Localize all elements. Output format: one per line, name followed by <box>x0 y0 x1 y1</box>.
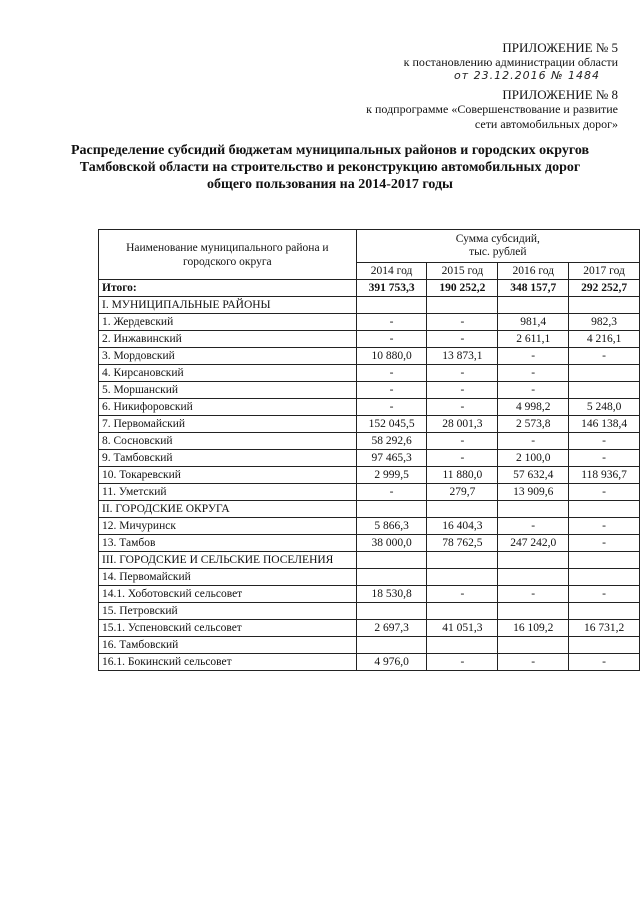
row-name-cell: 12. Мичуринск <box>99 518 357 535</box>
table-row <box>99 535 640 552</box>
value-cell: 16 404,3 <box>427 518 498 535</box>
document-title: Распределение субсидий бюджетам муниципальных районов и городских округов Тамбовской области на строительство и реконструкцию автомобильных дорог общего пользования на 2014-2017 годы <box>70 143 590 192</box>
value-cell: - <box>569 450 640 467</box>
value-cell <box>498 501 569 518</box>
value-cell: 2 999,5 <box>356 467 427 484</box>
value-cell: 247 242,0 <box>498 535 569 552</box>
table-row <box>99 297 640 314</box>
value-cell: 190 252,2 <box>427 280 498 297</box>
table-row <box>99 518 640 535</box>
value-cell <box>498 637 569 654</box>
value-cell: - <box>356 314 427 331</box>
value-cell: - <box>569 518 640 535</box>
sum-column-header <box>356 230 639 263</box>
value-cell: - <box>356 382 427 399</box>
year-header: 2017 год <box>569 263 640 280</box>
year-header: 2015 год <box>427 263 498 280</box>
value-cell <box>427 501 498 518</box>
value-cell <box>356 569 427 586</box>
handwritten-date-number: от 23.12.2016 № 1484 <box>453 69 600 82</box>
table-row <box>99 416 640 433</box>
table-row <box>99 484 640 501</box>
total-row <box>99 280 640 297</box>
value-cell: - <box>498 586 569 603</box>
row-name-cell: Итого: <box>99 280 357 297</box>
table-row <box>99 467 640 484</box>
table-row <box>99 433 640 450</box>
table-row <box>99 654 640 671</box>
value-cell <box>569 552 640 569</box>
table-row <box>99 620 640 637</box>
appendix-8-label: ПРИЛОЖЕНИЕ № 8 <box>502 87 618 102</box>
value-cell: - <box>569 654 640 671</box>
value-cell <box>427 637 498 654</box>
value-cell: - <box>356 484 427 501</box>
value-cell: 2 697,3 <box>356 620 427 637</box>
table-row <box>99 552 640 569</box>
value-cell: 13 909,6 <box>498 484 569 501</box>
row-name-cell: 11. Уметский <box>99 484 357 501</box>
row-name-cell: 1. Жердевский <box>99 314 357 331</box>
value-cell: - <box>427 586 498 603</box>
value-cell <box>356 501 427 518</box>
value-cell: 38 000,0 <box>356 535 427 552</box>
value-cell: - <box>569 535 640 552</box>
value-cell: - <box>498 382 569 399</box>
year-header: 2016 год <box>498 263 569 280</box>
value-cell <box>356 637 427 654</box>
row-name-cell: 10. Токаревский <box>99 467 357 484</box>
value-cell <box>427 603 498 620</box>
value-cell: 982,3 <box>569 314 640 331</box>
value-cell: 981,4 <box>498 314 569 331</box>
appendix-5-block <box>404 40 618 83</box>
value-cell <box>569 603 640 620</box>
value-cell: 2 100,0 <box>498 450 569 467</box>
value-cell: - <box>427 365 498 382</box>
subprogram-reference: к подпрограмме «Совершенствование и развитие <box>366 102 618 116</box>
subprogram-reference-cont: сети автомобильных дорог» <box>474 117 618 131</box>
row-name-cell: 4. Кирсановский <box>99 365 357 382</box>
value-cell: 11 880,0 <box>427 467 498 484</box>
value-cell: 4 976,0 <box>356 654 427 671</box>
value-cell: 391 753,3 <box>356 280 427 297</box>
resolution-reference: к постановлению администрации области <box>403 55 618 69</box>
value-cell <box>569 297 640 314</box>
table-row <box>99 348 640 365</box>
value-cell: - <box>427 433 498 450</box>
table-header-row <box>99 230 640 263</box>
value-cell <box>427 297 498 314</box>
value-cell: 2 611,1 <box>498 331 569 348</box>
value-cell <box>356 552 427 569</box>
value-cell: 348 157,7 <box>498 280 569 297</box>
value-cell: 41 051,3 <box>427 620 498 637</box>
row-name-cell: 9. Тамбовский <box>99 450 357 467</box>
value-cell: - <box>427 314 498 331</box>
value-cell: 4 216,1 <box>569 331 640 348</box>
row-name-cell: I. МУНИЦИПАЛЬНЫЕ РАЙОНЫ <box>99 297 357 314</box>
value-cell <box>569 382 640 399</box>
value-cell: 13 873,1 <box>427 348 498 365</box>
value-cell: 5 248,0 <box>569 399 640 416</box>
name-column-header: Наименование муниципального района и городского округа <box>99 230 357 280</box>
table-row <box>99 331 640 348</box>
sum-header-line-1: Сумма субсидий, <box>455 233 540 245</box>
value-cell: 118 936,7 <box>569 467 640 484</box>
value-cell: 146 138,4 <box>569 416 640 433</box>
value-cell: 152 045,5 <box>356 416 427 433</box>
row-name-cell: 15.1. Успеновский сельсовет <box>99 620 357 637</box>
value-cell: 292 252,7 <box>569 280 640 297</box>
value-cell: 16 109,2 <box>498 620 569 637</box>
value-cell: 10 880,0 <box>356 348 427 365</box>
value-cell: 5 866,3 <box>356 518 427 535</box>
value-cell: - <box>569 484 640 501</box>
value-cell <box>569 637 640 654</box>
value-cell: - <box>427 654 498 671</box>
row-name-cell: 2. Инжавинский <box>99 331 357 348</box>
value-cell: 18 530,8 <box>356 586 427 603</box>
value-cell: - <box>498 654 569 671</box>
value-cell: 4 998,2 <box>498 399 569 416</box>
value-cell: 2 573,8 <box>498 416 569 433</box>
row-name-cell: 15. Петровский <box>99 603 357 620</box>
row-name-cell: 3. Мордовский <box>99 348 357 365</box>
table-row <box>99 399 640 416</box>
table-row <box>99 450 640 467</box>
value-cell: 279,7 <box>427 484 498 501</box>
table-row <box>99 365 640 382</box>
value-cell: 58 292,6 <box>356 433 427 450</box>
table-row <box>99 314 640 331</box>
row-name-cell: 5. Моршанский <box>99 382 357 399</box>
value-cell <box>427 552 498 569</box>
value-cell: 16 731,2 <box>569 620 640 637</box>
value-cell: - <box>498 518 569 535</box>
value-cell: - <box>356 365 427 382</box>
value-cell: 97 465,3 <box>356 450 427 467</box>
row-name-cell: 7. Первомайский <box>99 416 357 433</box>
value-cell <box>498 569 569 586</box>
value-cell: 78 762,5 <box>427 535 498 552</box>
row-name-cell: 13. Тамбов <box>99 535 357 552</box>
table-row <box>99 569 640 586</box>
value-cell: - <box>569 348 640 365</box>
table-body <box>99 280 640 671</box>
subsidy-table <box>98 229 640 671</box>
value-cell <box>356 297 427 314</box>
value-cell: 57 632,4 <box>498 467 569 484</box>
row-name-cell: II. ГОРОДСКИЕ ОКРУГА <box>99 501 357 518</box>
value-cell: - <box>356 331 427 348</box>
year-header: 2014 год <box>356 263 427 280</box>
value-cell: - <box>569 586 640 603</box>
value-cell <box>498 297 569 314</box>
table-row <box>99 637 640 654</box>
value-cell: - <box>356 399 427 416</box>
table-row <box>99 586 640 603</box>
value-cell <box>498 552 569 569</box>
row-name-cell: 8. Сосновский <box>99 433 357 450</box>
table-row <box>99 603 640 620</box>
table-row <box>99 501 640 518</box>
table-row <box>99 382 640 399</box>
value-cell: - <box>498 433 569 450</box>
value-cell <box>569 365 640 382</box>
appendix-8-block <box>366 87 618 132</box>
row-name-cell: 14.1. Хоботовский сельсовет <box>99 586 357 603</box>
value-cell <box>498 603 569 620</box>
row-name-cell: 16.1. Бокинский сельсовет <box>99 654 357 671</box>
value-cell: - <box>569 433 640 450</box>
value-cell <box>356 603 427 620</box>
value-cell: - <box>427 331 498 348</box>
value-cell <box>569 501 640 518</box>
sum-header-line-2: тыс. рублей <box>469 246 527 258</box>
value-cell: 28 001,3 <box>427 416 498 433</box>
value-cell <box>427 569 498 586</box>
row-name-cell: III. ГОРОДСКИЕ И СЕЛЬСКИЕ ПОСЕЛЕНИЯ <box>99 552 357 569</box>
value-cell: - <box>427 450 498 467</box>
row-name-cell: 14. Первомайский <box>99 569 357 586</box>
value-cell: - <box>427 399 498 416</box>
value-cell <box>569 569 640 586</box>
value-cell: - <box>427 382 498 399</box>
value-cell: - <box>498 365 569 382</box>
appendix-5-label: ПРИЛОЖЕНИЕ № 5 <box>502 40 618 55</box>
value-cell: - <box>498 348 569 365</box>
row-name-cell: 6. Никифоровский <box>99 399 357 416</box>
row-name-cell: 16. Тамбовский <box>99 637 357 654</box>
